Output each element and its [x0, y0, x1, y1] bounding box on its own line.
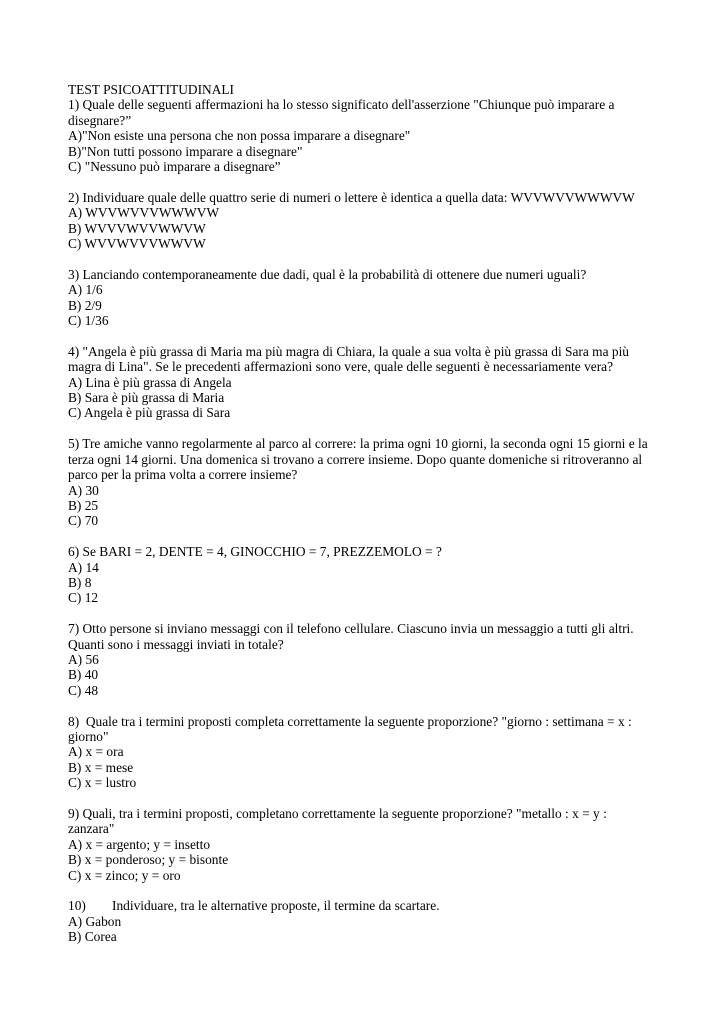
option-b: B) Corea: [68, 929, 117, 945]
question-text-line: 5) Tre amiche vanno regolarmente al parco al correre: la prima ogni 10 giorni, la seconda ogni 15 giorni e la: [68, 436, 648, 452]
question-text-line: 8) Quale tra i termini proposti completa correttamente la seguente proporzione? "giorno : settimana = x :: [68, 713, 632, 729]
option-c: C) 12: [68, 590, 99, 606]
option-c: C) x = zinco; y = oro: [68, 867, 181, 883]
question-text-line: zanzara": [68, 821, 115, 837]
question-text-line: terza ogni 14 giorni. Una domenica si trovano a correre insieme. Dopo quante domeniche si ritroveranno al: [68, 451, 643, 467]
question-text-line: parco per la prima volta a correre insieme?: [68, 467, 298, 483]
option-a: A) x = ora: [68, 744, 124, 760]
option-a: A) Lina è più grassa di Angela: [68, 374, 232, 390]
question-text-line: [68, 898, 668, 913]
option-c: C) 70: [68, 513, 99, 529]
option-c: C) "Nessuno può imparare a disegnare”: [68, 159, 281, 175]
question-number: 10): [68, 898, 86, 914]
question-2: [68, 190, 668, 252]
question-4: [68, 344, 668, 421]
question-9: [68, 806, 668, 883]
option-b: B) 40: [68, 667, 99, 683]
option-a: A)"Non esiste una persona che non possa imparare a disegnare": [68, 128, 411, 144]
option-a: A) 30: [68, 482, 99, 498]
option-c: C) 48: [68, 682, 99, 698]
option-a: A) 56: [68, 651, 99, 667]
document-title: TEST PSICOATTITUDINALI: [68, 82, 235, 97]
question-text-line: giorno": [68, 728, 109, 744]
option-a: A) WVVWVVVWWWVW: [68, 205, 220, 221]
question-text-line: 3) Lanciando contemporaneamente due dadi, qual è la probabilità di ottenere due numeri uguali?: [68, 266, 587, 282]
option-b: B) x = ponderoso; y = bisonte: [68, 852, 229, 868]
question-text: Individuare, tra le alternative proposte, il termine da scartare.: [112, 898, 440, 914]
option-c: C) x = lustro: [68, 775, 137, 791]
document-page: [68, 82, 668, 960]
question-text-line: 7) Otto persone si inviano messaggi con il telefono cellulare. Ciascuno invia un messaggio a tutti gli altri.: [68, 621, 634, 637]
question-10: [68, 898, 668, 944]
question-5: [68, 436, 668, 528]
question-text-line: 4) "Angela è più grassa di Maria ma più magra di Chiara, la quale a sua volta è più grassa di Sara ma più: [68, 343, 630, 359]
option-a: A) 14: [68, 559, 99, 575]
question-7: [68, 621, 668, 698]
question-text-line: magra di Lina". Se le precedenti affermazioni sono vere, quale delle seguenti è necessariamente vera?: [68, 359, 614, 375]
option-a: A) Gabon: [68, 913, 122, 929]
option-c: C) 1/36: [68, 313, 109, 329]
option-c: C) Angela è più grassa di Sara: [68, 405, 231, 421]
question-text-line: Quanti sono i messaggi inviati in totale?: [68, 636, 284, 652]
option-b: B) 25: [68, 497, 99, 513]
question-text-line: 2) Individuare quale delle quattro serie di numeri o lettere è identica a quella data: WVVWVVWWWVW: [68, 189, 635, 205]
question-text-line: 9) Quali, tra i termini proposti, completano correttamente la seguente proporzione? "metallo : x = y :: [68, 805, 607, 821]
option-b: B) Sara è più grassa di Maria: [68, 390, 225, 406]
option-b: B) x = mese: [68, 759, 134, 775]
question-3: [68, 267, 668, 329]
option-b: B)"Non tutti possono imparare a disegnare": [68, 143, 303, 159]
question-text-line: 6) Se BARI = 2, DENTE = 4, GINOCCHIO = 7, PREZZEMOLO = ?: [68, 544, 442, 560]
question-text-line: disegnare?”: [68, 112, 132, 128]
option-a: A) 1/6: [68, 282, 103, 298]
option-b: B) 8: [68, 574, 92, 590]
option-c: C) WVVWVVVWWVW: [68, 236, 206, 252]
question-8: [68, 714, 668, 791]
question-text-line: 1) Quale delle seguenti affermazioni ha lo stesso significato dell'asserzione "Chiunque può imparare a: [68, 97, 615, 113]
question-6: [68, 544, 668, 606]
question-1: [68, 97, 668, 174]
option-b: B) WVVVWVVWWVW: [68, 220, 206, 236]
option-a: A) x = argento; y = insetto: [68, 836, 211, 852]
option-b: B) 2/9: [68, 297, 102, 313]
